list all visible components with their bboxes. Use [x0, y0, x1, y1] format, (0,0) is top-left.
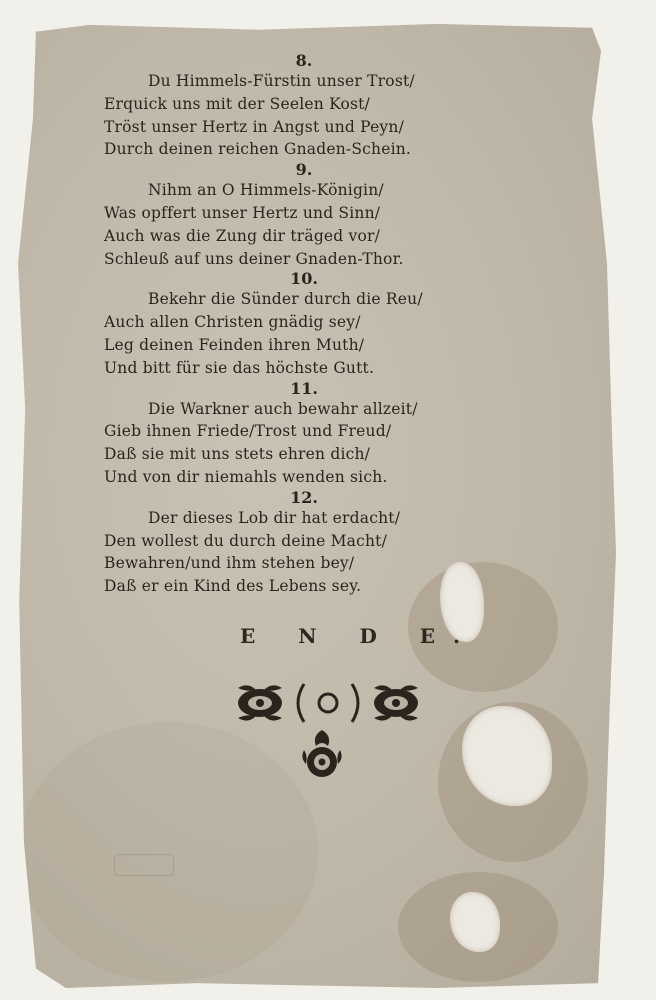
water-stain: [18, 722, 318, 982]
stanza-number: 9.: [295, 160, 313, 180]
verse-line: Tröst unser Hertz in Angst und Peyn/: [104, 117, 404, 136]
verse-line: Bewahren/und ihm stehen bey/: [104, 554, 355, 573]
verse-line: Auch was die Zung dir träged vor/: [104, 226, 381, 245]
verse-line: Der dieses Lob dir hat erdacht/: [148, 508, 401, 527]
floral-tailpiece-icon: [298, 728, 346, 780]
floral-vignette-icon: [374, 685, 418, 720]
stanza-number: 10.: [290, 269, 318, 289]
stanza-number: 11.: [290, 378, 318, 398]
verse-line: Daß sie mit uns stets ehren dich/: [104, 445, 371, 464]
verse-line: Und bitt für sie das höchste Gutt.: [104, 358, 375, 377]
circle-glyph: [298, 684, 358, 722]
verse-line: Den wollest du durch deine Macht/: [104, 531, 388, 550]
faint-stamp-mark: [114, 854, 174, 876]
stanza-number: 8.: [295, 51, 313, 70]
ornament-row: [232, 678, 424, 728]
verse-line: Schleuß auf uns deiner Gnaden-Thor.: [104, 249, 404, 268]
poem-text: [104, 52, 464, 598]
verse-line: Was opffert unser Hertz und Sinn/: [104, 203, 381, 222]
verse-line: Durch deinen reichen Gnaden-Schein.: [104, 140, 412, 159]
verse-line: Nihm an O Himmels-Königin/: [148, 181, 384, 200]
verse-line: Gieb ihnen Friede/Trost und Freud/: [104, 422, 392, 441]
verse-line: Erquick uns mit der Seelen Kost/: [104, 94, 370, 113]
floral-vignette-icon: [238, 685, 282, 720]
verse-line: Bekehr die Sünder durch die Reu/: [148, 290, 423, 309]
verse-line: Daß er ein Kind des Lebens sey.: [104, 577, 362, 596]
verse-line: Du Himmels-Fürstin unser Trost/: [148, 72, 415, 90]
verse-line: Und von dir niemahls wenden sich.: [104, 467, 388, 486]
colophon-ende: E N D E.: [240, 624, 478, 648]
verse-line: Die Warkner auch bewahr allzeit/: [148, 399, 418, 418]
stanza-number: 12.: [290, 487, 318, 507]
verse-line: Auch allen Christen gnädig sey/: [104, 313, 361, 332]
verse-line: Leg deinen Feinden ihren Muth/: [104, 335, 365, 354]
